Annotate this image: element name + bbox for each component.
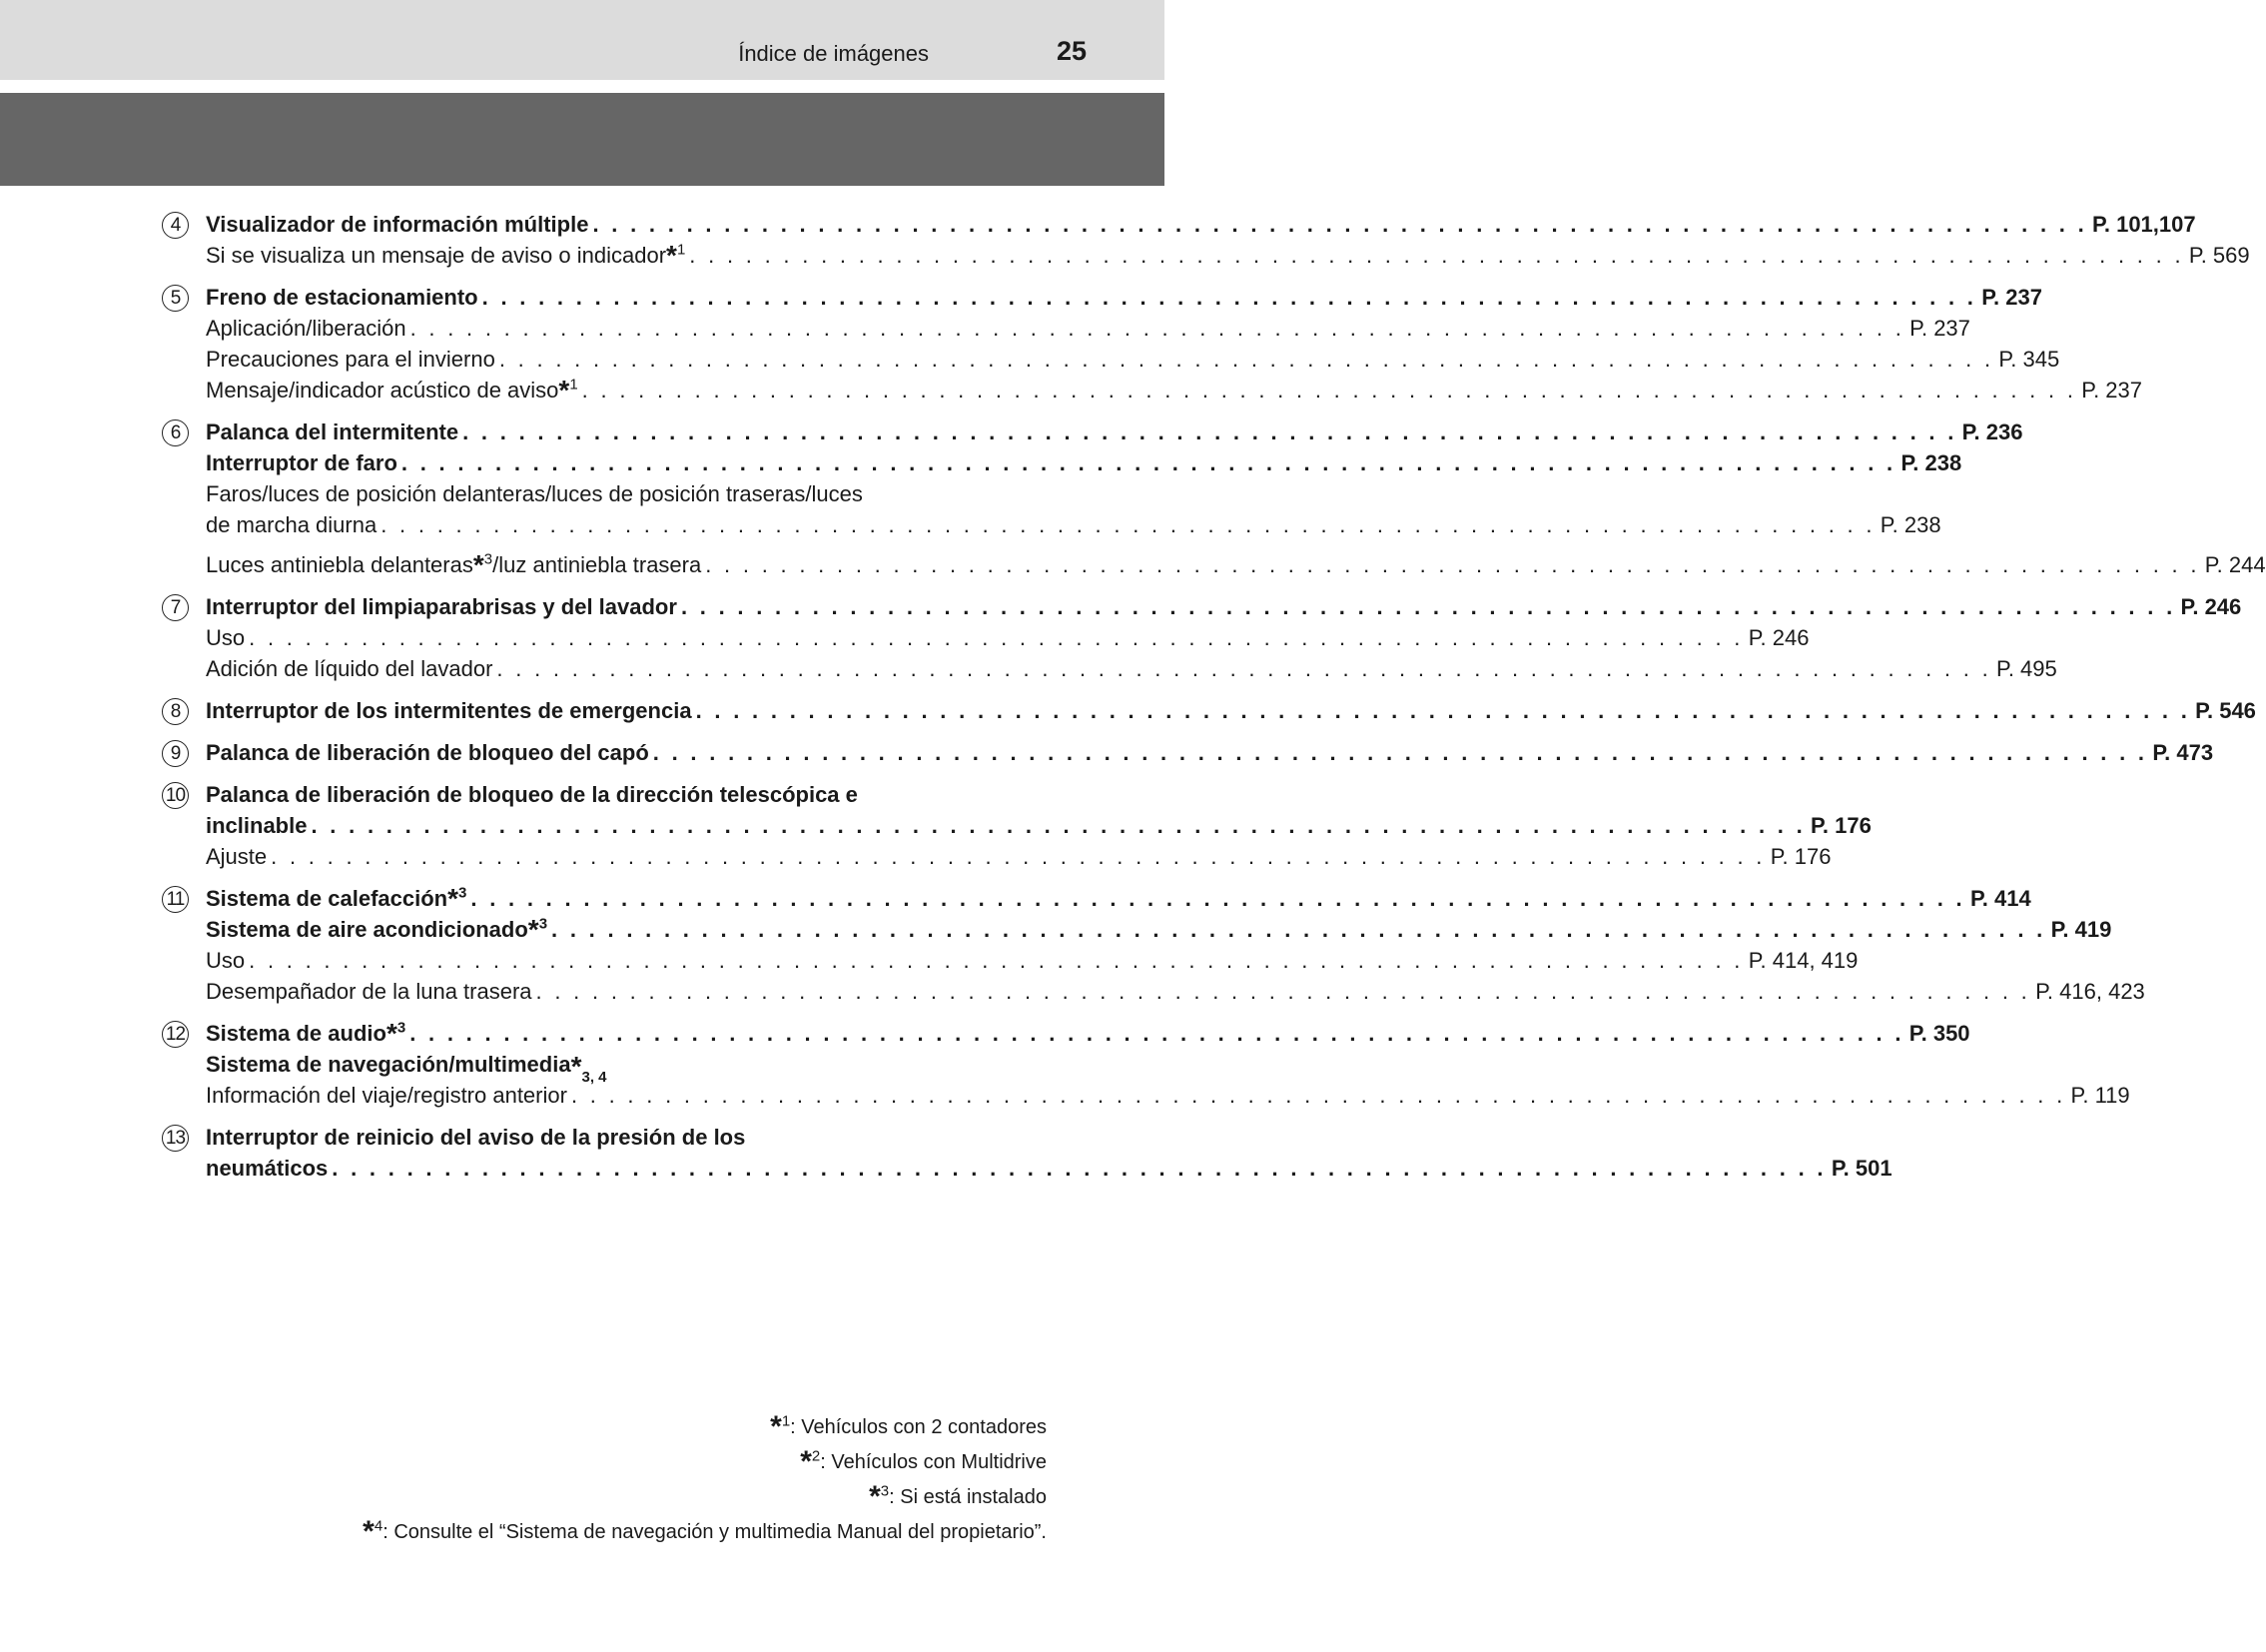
index-entry <box>206 280 2042 311</box>
entry-page-ref: P. 119 <box>2070 1083 2130 1108</box>
index-section-12 <box>0 1016 2130 1109</box>
entry-page-ref: P. 237 <box>1981 285 2042 310</box>
circled-number-12: 12 <box>162 1021 189 1048</box>
footnote-asterisk: * <box>527 914 539 945</box>
entry-label: Uso <box>206 948 246 973</box>
entry-label: Interruptor de los intermitentes de emergencia <box>206 698 692 723</box>
entry-page-ref: P. 237 <box>1909 316 1970 341</box>
dot-leader: . . . . . . . . . . . . . . . . . . . . . . . . . . . . . . . . . . . . . . . . . . . . . . . . . . . . . . . . . . . . . . . . . . . . . . . . . . . . . . . . <box>400 450 1896 475</box>
entry-page-ref: P. 414 <box>1969 886 2031 911</box>
entry-page-ref: P. 501 <box>1831 1156 1892 1181</box>
dot-leader: . . . . . . . . . . . . . . . . . . . . . . . . . . . . . . . . . . . . . . . . . . . . . . . . . . . . . . . . . . . . . . . . . . . . . . . . . . . . . . . . <box>470 886 1965 911</box>
index-entry <box>206 373 2143 406</box>
index-section-10 <box>0 777 1872 870</box>
circled-number-5: 5 <box>162 285 189 312</box>
footnote-asterisk: * <box>666 240 677 271</box>
entry-label: Adición de líquido del lavador <box>206 656 493 681</box>
entry-label: Palanca de liberación de bloqueo del capó <box>206 740 649 765</box>
index-section-11 <box>0 881 2145 1005</box>
footnote-ref: 3 <box>483 550 493 568</box>
footnote-asterisk: * <box>447 883 459 914</box>
dot-leader: . . . . . . . . . . . . . . . . . . . . . . . . . . . . . . . . . . . . . . . . . . . . . . . . . . . . . . . . . . . . . . . . . . . . . . . . . . . . . . . . <box>680 594 2176 619</box>
index-section-9 <box>0 735 2214 766</box>
circled-number-7: 7 <box>162 594 189 621</box>
dot-leader: . . . . . . . . . . . . . . . . . . . . . . . . . . . . . . . . . . . . . . . . . . . . . . . . . . . . . . . . . . . . . . . . . . . . . . . . . . . . . . . . <box>592 212 2088 237</box>
entry-label: Visualizador de información múltiple <box>206 212 589 237</box>
entry-page-ref: P. 246 <box>2180 594 2242 619</box>
index-entry <box>206 207 2196 238</box>
entry-label: Freno de estacionamiento <box>206 285 478 310</box>
dot-leader: . . . . . . . . . . . . . . . . . . . . . . . . . . . . . . . . . . . . . . . . . . . . . . . . . . . . . . . . . . . . . . . . . . . . . . . . . . . . . . . . <box>695 698 2191 723</box>
section-banner <box>0 93 1164 186</box>
circled-number-4: 4 <box>162 212 189 239</box>
index-entry <box>206 912 2112 945</box>
index-entry <box>206 238 2250 271</box>
index-list <box>0 207 2266 1193</box>
index-entry <box>206 1016 1970 1049</box>
index-entry <box>206 651 2057 682</box>
index-entry <box>206 620 1810 651</box>
index-entry <box>206 311 1970 342</box>
entry-page-ref: P. 238 <box>1880 512 1941 537</box>
index-entry <box>206 881 2031 914</box>
dot-leader: . . . . . . . . . . . . . . . . . . . . . . . . . . . . . . . . . . . . . . . . . . . . . . . . . . . . . . . . . . . . . . . . . . . . . . . . . . . . . . . . <box>535 979 2031 1004</box>
entry-page-ref: P. 414, 419 <box>1748 948 1859 973</box>
entry-page-ref: P. 495 <box>1995 656 2057 681</box>
circled-number-11: 11 <box>162 886 189 913</box>
page-header-title: Índice de imágenes <box>738 41 929 66</box>
entry-label: Uso <box>206 625 246 650</box>
footnote-asterisk: * <box>800 1445 812 1478</box>
footnote: *$^3$: Si está instalado <box>869 1480 1047 1513</box>
footnote-asterisk: * <box>558 375 570 406</box>
index-entry <box>206 589 2242 620</box>
index-section-4 <box>0 207 2250 271</box>
entry-label: Ajuste <box>206 844 268 869</box>
footnote-ref: 1 <box>569 376 578 394</box>
circled-number-8: 8 <box>162 698 189 725</box>
index-section-13 <box>0 1120 1892 1182</box>
entry-page-ref: P. 176 <box>1811 813 1872 838</box>
entry-page-ref: P. 244 <box>2204 552 2266 577</box>
index-entry <box>206 1151 1892 1182</box>
circled-number-10: 10 <box>162 782 189 809</box>
footnote-ref: 3 <box>538 915 548 933</box>
index-section-5 <box>0 280 2143 406</box>
entry-page-ref: P. 238 <box>1900 450 1962 475</box>
index-entry <box>206 839 1832 870</box>
dot-leader: . . . . . . . . . . . . . . . . . . . . . . . . . . . . . . . . . . . . . . . . . . . . . . . . . . . . . . . . . . . . . . . . . . . . . . . . . . . . . . . . <box>462 419 1957 444</box>
dot-leader: . . . . . . . . . . . . . . . . . . . . . . . . . . . . . . . . . . . . . . . . . . . . . . . . . . . . . . . . . . . . . . . . . . . . . . . . . . . . . . . . <box>481 285 1977 310</box>
footnote: *$^2$: Vehículos con Multidrive <box>800 1445 1047 1478</box>
index-entry <box>206 538 2266 580</box>
page-number: 25 <box>1056 36 1087 66</box>
footnote-ref: 3 <box>458 884 467 902</box>
footnote-asterisk: * <box>570 1051 582 1082</box>
entry-label: Si se visualiza un mensaje de aviso o indicador*$^1$ <box>206 240 686 271</box>
entry-label: Sistema de audio*$^3$ <box>206 1018 406 1049</box>
footnote-asterisk: * <box>472 549 484 580</box>
index-section-7 <box>0 589 2242 682</box>
entry-label: Información del viaje/registro anterior <box>206 1083 567 1108</box>
dot-leader: . . . . . . . . . . . . . . . . . . . . . . . . . . . . . . . . . . . . . . . . . . . . . . . . . . . . . . . . . . . . . . . . . . . . . . . . . . . . . . . . <box>652 740 2148 765</box>
index-entry <box>206 808 1872 839</box>
entry-label: Palanca del intermitente <box>206 419 459 444</box>
dot-leader: . . . . . . . . . . . . . . . . . . . . . . . . . . . . . . . . . . . . . . . . . . . . . . . . . . . . . . . . . . . . . . . . . . . . . . . . . . . . . . . . <box>409 1021 1904 1046</box>
index-entry <box>206 507 1941 538</box>
footnote-asterisk: * <box>869 1480 881 1513</box>
entry-label: de marcha diurna <box>206 512 378 537</box>
dot-leader: . . . . . . . . . . . . . . . . . . . . . . . . . . . . . . . . . . . . . . . . . . . . . . . . . . . . . . . . . . . . . . . . . . . . . . . . . . . . . . . . <box>332 1156 1827 1181</box>
entry-page-ref: P. 546 <box>2195 698 2256 723</box>
dot-leader: . . . . . . . . . . . . . . . . . . . . . . . . . . . . . . . . . . . . . . . . . . . . . . . . . . . . . . . . . . . . . . . . . . . . . . . . . . . . . . . . <box>570 1083 2066 1108</box>
entry-label: Interruptor de faro <box>206 450 397 475</box>
entry-label: Mensaje/indicador acústico de aviso*$^1$ <box>206 375 578 406</box>
entry-page-ref: P. 416, 423 <box>2035 979 2145 1004</box>
entry-label: neumáticos <box>206 1156 329 1181</box>
entry-label-line: Sistema de navegación/multimedia * 3, 4 <box>206 1051 607 1086</box>
footnotes <box>363 1408 1047 1548</box>
index-section-8 <box>0 693 2256 724</box>
dot-leader: . . . . . . . . . . . . . . . . . . . . . . . . . . . . . . . . . . . . . . . . . . . . . . . . . . . . . . . . . . . . . . . . . . . . . . . . . . . . . . . . <box>380 512 1876 537</box>
entry-page-ref: P. 419 <box>2050 917 2112 942</box>
entry-page-ref: P. 350 <box>1908 1021 1970 1046</box>
entry-label: Aplicación/liberación <box>206 316 406 341</box>
dot-leader: . . . . . . . . . . . . . . . . . . . . . . . . . . . . . . . . . . . . . . . . . . . . . . . . . . . . . . . . . . . . . . . . . . . . . . . . . . . . . . . . <box>581 378 2077 403</box>
dot-leader: . . . . . . . . . . . . . . . . . . . . . . . . . . . . . . . . . . . . . . . . . . . . . . . . . . . . . . . . . . . . . . . . . . . . . . . . . . . . . . . . <box>498 347 1994 372</box>
index-entry <box>206 445 1962 476</box>
index-entry <box>206 693 2256 724</box>
entry-label-line: Interruptor de reinicio del aviso de la presión de los <box>206 1125 746 1150</box>
entry-label: Sistema de calefacción*$^3$ <box>206 883 467 914</box>
dot-leader: . . . . . . . . . . . . . . . . . . . . . . . . . . . . . . . . . . . . . . . . . . . . . . . . . . . . . . . . . . . . . . . . . . . . . . . . . . . . . . . . <box>249 948 1744 973</box>
circled-number-9: 9 <box>162 740 189 767</box>
circled-number-13: 13 <box>162 1125 189 1152</box>
entry-page-ref: P. 473 <box>2152 740 2214 765</box>
footnote: *$^4$: Consulte el “Sistema de navegación y multimedia Manual del propietario”. <box>363 1515 1047 1548</box>
dot-leader: . . . . . . . . . . . . . . . . . . . . . . . . . . . . . . . . . . . . . . . . . . . . . . . . . . . . . . . . . . . . . . . . . . . . . . . . . . . . . . . . <box>271 844 1766 869</box>
index-entry <box>206 414 2023 445</box>
dot-leader: . . . . . . . . . . . . . . . . . . . . . . . . . . . . . . . . . . . . . . . . . . . . . . . . . . . . . . . . . . . . . . . . . . . . . . . . . . . . . . . . <box>705 552 2200 577</box>
entry-label: Desempañador de la luna trasera <box>206 979 532 1004</box>
entry-page-ref: P. 345 <box>1998 347 2060 372</box>
header-band <box>0 0 1164 80</box>
entry-label-line: Palanca de liberación de bloqueo de la dirección telescópica e <box>206 782 858 807</box>
entry-page-ref: P. 569 <box>2188 243 2250 268</box>
dot-leader: . . . . . . . . . . . . . . . . . . . . . . . . . . . . . . . . . . . . . . . . . . . . . . . . . . . . . . . . . . . . . . . . . . . . . . . . . . . . . . . . <box>249 625 1744 650</box>
dot-leader: . . . . . . . . . . . . . . . . . . . . . . . . . . . . . . . . . . . . . . . . . . . . . . . . . . . . . . . . . . . . . . . . . . . . . . . . . . . . . . . . <box>496 656 1991 681</box>
index-entry <box>206 342 2060 373</box>
footnote-asterisk: * <box>363 1515 375 1548</box>
index-section-6 <box>0 414 2266 580</box>
entry-page-ref: P. 176 <box>1770 844 1832 869</box>
entry-page-ref: P. 236 <box>1961 419 2023 444</box>
entry-label: Precauciones para el invierno <box>206 347 495 372</box>
footnote-asterisk: * <box>770 1410 782 1443</box>
dot-leader: . . . . . . . . . . . . . . . . . . . . . . . . . . . . . . . . . . . . . . . . . . . . . . . . . . . . . . . . . . . . . . . . . . . . . . . . . . . . . . . . <box>409 316 1905 341</box>
entry-page-ref: P. 101,107 <box>2092 212 2196 237</box>
entry-label: inclinable <box>206 813 308 838</box>
entry-label: Sistema de aire acondicionado*$^3$ <box>206 914 548 945</box>
footnote: *$^1$: Vehículos con 2 contadores <box>770 1410 1047 1443</box>
index-entry <box>206 735 2214 766</box>
dot-leader: . . . . . . . . . . . . . . . . . . . . . . . . . . . . . . . . . . . . . . . . . . . . . . . . . . . . . . . . . . . . . . . . . . . . . . . . . . . . . . . . <box>311 813 1807 838</box>
entry-page-ref: P. 246 <box>1748 625 1810 650</box>
entry-label: Interruptor del limpiaparabrisas y del lavador <box>206 594 677 619</box>
footnote-ref: 1 <box>676 241 686 259</box>
dot-leader: . . . . . . . . . . . . . . . . . . . . . . . . . . . . . . . . . . . . . . . . . . . . . . . . . . . . . . . . . . . . . . . . . . . . . . . . . . . . . . . . <box>551 917 2046 942</box>
index-entry <box>206 974 2145 1005</box>
footnote-asterisk: * <box>385 1018 397 1049</box>
dot-leader: . . . . . . . . . . . . . . . . . . . . . . . . . . . . . . . . . . . . . . . . . . . . . . . . . . . . . . . . . . . . . . . . . . . . . . . . . . . . . . . . <box>689 243 2184 268</box>
circled-number-6: 6 <box>162 419 189 446</box>
entry-page-ref: P. 237 <box>2081 378 2143 403</box>
index-entry <box>206 1078 2130 1109</box>
index-entry <box>206 943 1859 974</box>
entry-label-line: Faros/luces de posición delanteras/luces de posición traseras/luces <box>206 481 863 506</box>
footnote-ref: 3 <box>396 1019 406 1037</box>
entry-label: Luces antiniebla delanteras*$^3$/luz antiniebla trasera <box>206 549 702 580</box>
